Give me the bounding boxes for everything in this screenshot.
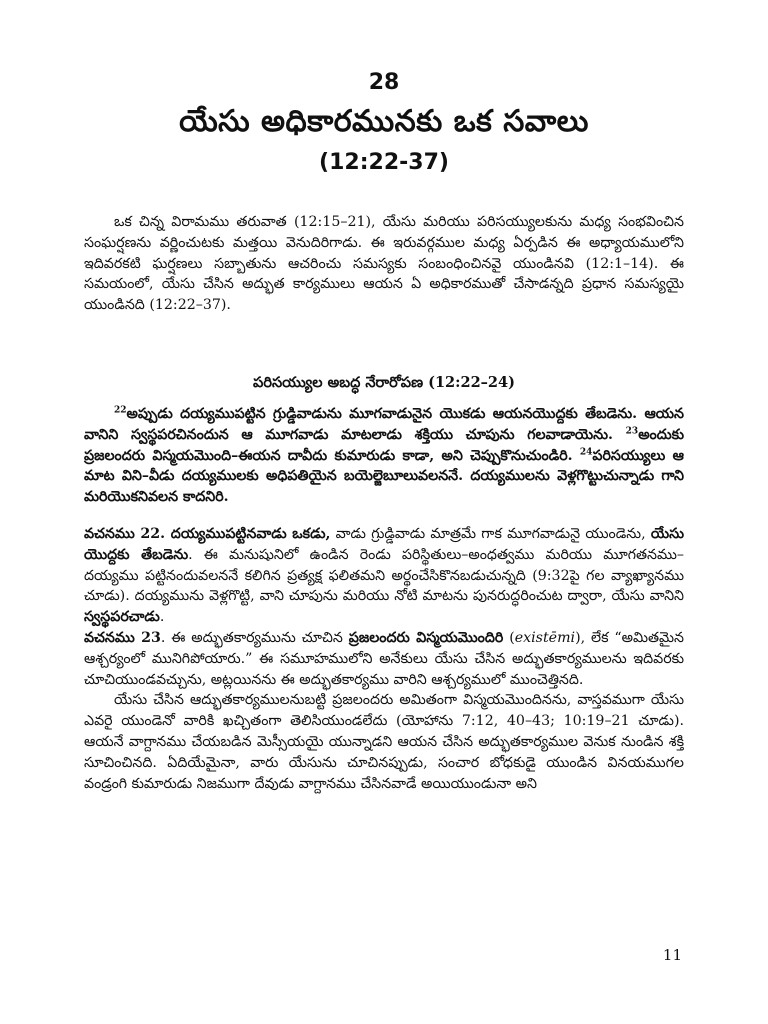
commentary-text: .: [159, 609, 165, 626]
verse-label: వచనము 23: [84, 629, 161, 646]
chapter-number: 28: [368, 70, 400, 95]
commentary-text: (: [503, 629, 515, 646]
intro-text: ఒక చిన్న విరామము తరువాత (12:15–21), యేసు మరియు పరిసయ్యులకును మధ్య సంభవించిన సంఘర్షణను వర్ణించుటకు మత్తయి వెనుదిరిగాడు. ఈ ఇరువర్గముల మధ్య ఏర్పడిన ఈ అధ్యాయములోని ఇదివరకటి ఘర్షణలు సబ్బాతును ఆచరించు సమస్యకు సంబంధించినవై యుండినవి (12:1–14). ఈ సమయంలో, యేసు చేసిన అద్భుత కార్యములు ఆయన ఏ అధికారముతో చేసాడన్నది ప్రధాన సమస్యయై యుండినది (12:22–37).: [84, 214, 684, 314]
verse-number-23: 23: [625, 426, 639, 437]
verse-number-24: 24: [579, 446, 593, 457]
verse-number-22: 22: [114, 405, 127, 416]
commentary-text: ), లేక “అమితమైన ఆశ్చర్యంలో మునిగిపోయారు.” ఈ సమూహములోని అనేకులు యేసు చేసిన అద్భుతకార్యములను ఇదివరకు చూచియుండవచ్చును, అట్లయినను ఈ అద్భుతకార్యము వారిని ఆశ్చర్యములో ముంచెత్తినది.: [84, 629, 685, 688]
verse-24-text: పరిసయ్యులు ఆ మాట విని–వీడు దయ్యములకు అధిపతియైన బయెల్జెబూలువలననే. దయ్యములను వెళ్లగొట్టుచున్నాడు గాని మరియొకనివలన కాదనిరి.: [84, 447, 684, 506]
quoted-phrase: స్వస్థపరచాడు: [84, 609, 160, 626]
verse-23-text: అందుకు ప్రజలందరు విస్మయమొంది–ఈయన దావీదు కుమారుడు కాడా, అని చెప్పుకొనుచుండిరి.: [84, 426, 684, 464]
commentary-verse-23: [84, 628, 684, 690]
greek-word: existēmi: [514, 629, 576, 646]
commentary-text: . ఈ మనుషునిలో ఉండిన రెండు పరిస్థితులు–అంధత్వము మరియు మూగతనము–దయ్యము పట్టినందువలననే కలిగిన ప్రత్యక్ష ఫలితమని అర్థంచేసికొనబడుచున్నది (9:32పై గల వ్యాఖ్యానము చూడు). దయ్యమును వెళ్లగొట్టి, వాని చూపును మరియు నోటి మాటను పునరుద్ధరించుట ద్వారా, యేసు వానిని: [84, 546, 684, 605]
scripture-passage: [84, 404, 684, 508]
quoted-phrase: దయ్యముపట్టినవాడు ఒకడు,: [165, 526, 331, 542]
commentary-paragraph: యేసు చేసిన ఆద్భుతకార్యములనుబట్టి ప్రజలందరు అమితంగా విస్మయమొందినను, వాస్తవముగా యేసు ఎవరై యుండెనో వారికి ఖచ్చితంగా తెలిసియుండలేదు (యోహాను 7:12, 40–43; 10:19–21 చూడు). ఆయనే వాగ్దానము చేయబడిన మెస్సీయయై యున్నాడని ఆయన చేసిన అద్భుతకార్యముల వెనుక నుండిన శక్తి సూచించినది. ఏదియేమైనా, వారు యేసును చూచినప్పుడు, సంచార బోధకుడై యుండిన వినయముగల వండ్రంగి కుమారుడు నిజముగా దేవుడు వాగ్దానము చేసినవాడే అయియుండునా అని: [84, 692, 684, 792]
scripture-paragraph: [84, 404, 684, 508]
chapter-title: యేసు అధికారమునకు ఒక సవాలు: [179, 104, 589, 139]
commentary-text: వాడు గ్రుడ్డివాడు మాత్రమే గాక మూగవాడునై యుండెను,: [330, 526, 651, 542]
commentary: [84, 524, 684, 794]
intro-paragraph: [84, 212, 684, 316]
commentary-text: . ఈ అద్భుతకార్యమును చూచిన: [160, 629, 349, 646]
page-number: 11: [662, 946, 682, 964]
verse-22-text: అప్పుడు దయ్యముపట్టిన గ్రుడ్డివాడును మూగవాడునైన యొకడు ఆయనయొద్దకు తేబడెను. ఆయన వానిని స్వస్థపరచినందున ఆ మూగవాడు మాటలాడు శక్తియు చూపును గలవాడాయెను.: [84, 406, 684, 443]
section-heading: పరిసయ్యుల అబద్ధ నేరారోపణ (12:22–24): [253, 374, 515, 391]
quoted-phrase: యేసు యొద్దకు తేబడెను: [84, 526, 684, 563]
quoted-phrase: ప్రజలందరు విస్మయమొందిరి: [348, 629, 504, 646]
chapter-reference: (12:22-37): [319, 150, 449, 175]
verse-label: వచనము 22.: [84, 526, 166, 542]
commentary-verse-22: [84, 524, 684, 628]
